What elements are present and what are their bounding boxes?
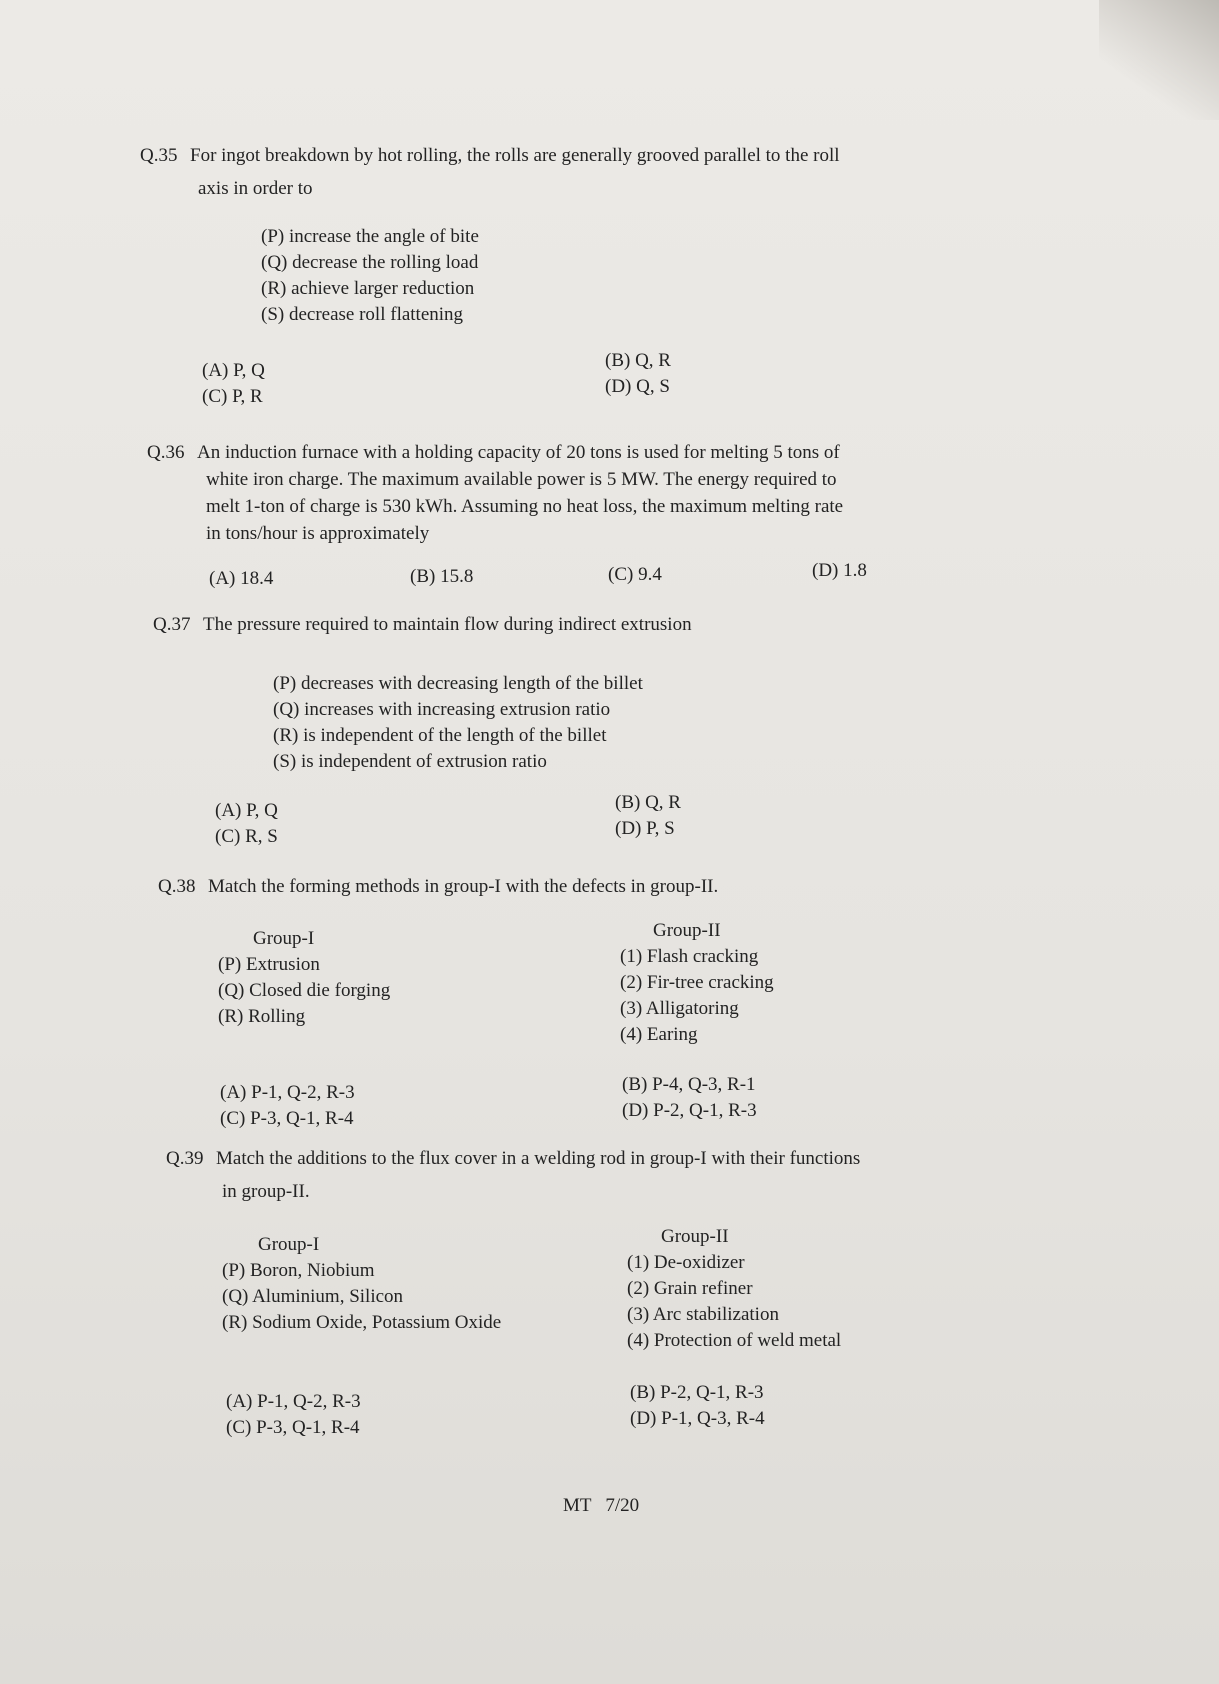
statement-p: (P) decreases with decreasing length of the billet xyxy=(273,673,643,694)
question-35-line-2: axis in order to xyxy=(198,178,313,199)
option-d: (D) P-1, Q-3, R-4 xyxy=(630,1408,765,1429)
option-c: (C) 9.4 xyxy=(608,564,662,585)
question-36-line-3: melt 1-ton of charge is 530 kWh. Assuming no heat loss, the maximum melting rate xyxy=(206,496,844,517)
option-a: (A) P-1, Q-2, R-3 xyxy=(226,1391,361,1412)
option-b: (B) 15.8 xyxy=(410,566,474,587)
group-1-item-q: (Q) Closed die forging xyxy=(218,980,391,1001)
statement-p: (P) increase the angle of bite xyxy=(261,226,479,247)
question-37-line-1 xyxy=(153,612,692,638)
group-2-item-3: (3) Alligatoring xyxy=(620,998,739,1019)
group-2-item-1: (1) Flash cracking xyxy=(620,946,759,967)
question-38-line-1 xyxy=(158,874,718,900)
question-39-line-2: in group-II. xyxy=(222,1181,310,1202)
group-1-item-q: (Q) Aluminium, Silicon xyxy=(222,1286,404,1307)
option-c: (C) P-3, Q-1, R-4 xyxy=(226,1417,360,1438)
group-2-item-4: (4) Earing xyxy=(620,1024,698,1045)
page-corner-shadow xyxy=(1099,0,1219,120)
option-c: (C) R, S xyxy=(215,826,278,847)
question-text: For ingot breakdown by hot rolling, the rolls are generally grooved parallel to the roll xyxy=(190,145,840,166)
group-2-title: Group-II xyxy=(661,1226,729,1247)
question-39-line-1 xyxy=(166,1146,860,1172)
option-c: (C) P-3, Q-1, R-4 xyxy=(220,1108,354,1129)
question-number: Q.37 xyxy=(153,614,191,635)
option-d: (D) Q, S xyxy=(605,376,670,397)
question-number: Q.36 xyxy=(147,442,185,463)
option-a: (A) P, Q xyxy=(202,360,265,381)
question-text: The pressure required to maintain flow during indirect extrusion xyxy=(203,614,692,635)
group-2-item-4: (4) Protection of weld metal xyxy=(627,1330,842,1351)
question-36-line-1 xyxy=(147,440,840,466)
option-b: (B) P-4, Q-3, R-1 xyxy=(622,1074,756,1095)
question-35-line-1 xyxy=(140,143,840,169)
question-36-line-2: white iron charge. The maximum available power is 5 MW. The energy required to xyxy=(206,469,837,490)
group-2-item-2: (2) Fir-tree cracking xyxy=(620,972,774,993)
page-footer: MT 7/20 xyxy=(563,1495,640,1516)
option-b: (B) P-2, Q-1, R-3 xyxy=(630,1382,764,1403)
group-1-title: Group-I xyxy=(253,928,315,949)
option-a: (A) P, Q xyxy=(215,800,278,821)
statement-q: (Q) increases with increasing extrusion ratio xyxy=(273,699,611,720)
option-d: (D) 1.8 xyxy=(812,560,867,581)
question-number: Q.38 xyxy=(158,876,196,897)
group-1-title: Group-I xyxy=(258,1234,320,1255)
question-number: Q.39 xyxy=(166,1148,204,1169)
group-1-item-r: (R) Rolling xyxy=(218,1006,306,1027)
group-1-item-r: (R) Sodium Oxide, Potassium Oxide xyxy=(222,1312,502,1333)
statement-s: (S) is independent of extrusion ratio xyxy=(273,751,547,772)
group-1-item-p: (P) Extrusion xyxy=(218,954,320,975)
statement-r: (R) achieve larger reduction xyxy=(261,278,475,299)
option-d: (D) P-2, Q-1, R-3 xyxy=(622,1100,757,1121)
statement-s: (S) decrease roll flattening xyxy=(261,304,464,325)
statement-r: (R) is independent of the length of the billet xyxy=(273,725,607,746)
question-text: An induction furnace with a holding capacity of 20 tons is used for melting 5 tons of xyxy=(197,442,840,463)
statement-q: (Q) decrease the rolling load xyxy=(261,252,479,273)
option-b: (B) Q, R xyxy=(605,350,671,371)
question-36-line-4: in tons/hour is approximately xyxy=(206,523,430,544)
option-a: (A) 18.4 xyxy=(209,568,274,589)
group-2-item-2: (2) Grain refiner xyxy=(627,1278,753,1299)
question-text: Match the additions to the flux cover in a welding rod in group-I with their functions xyxy=(216,1148,861,1169)
group-1-item-p: (P) Boron, Niobium xyxy=(222,1260,375,1281)
option-b: (B) Q, R xyxy=(615,792,681,813)
question-text: Match the forming methods in group-I with the defects in group-II. xyxy=(208,876,719,897)
option-c: (C) P, R xyxy=(202,386,263,407)
option-d: (D) P, S xyxy=(615,818,675,839)
group-2-title: Group-II xyxy=(653,920,721,941)
question-number: Q.35 xyxy=(140,145,178,166)
group-2-item-3: (3) Arc stabilization xyxy=(627,1304,779,1325)
group-2-item-1: (1) De-oxidizer xyxy=(627,1252,745,1273)
option-a: (A) P-1, Q-2, R-3 xyxy=(220,1082,355,1103)
